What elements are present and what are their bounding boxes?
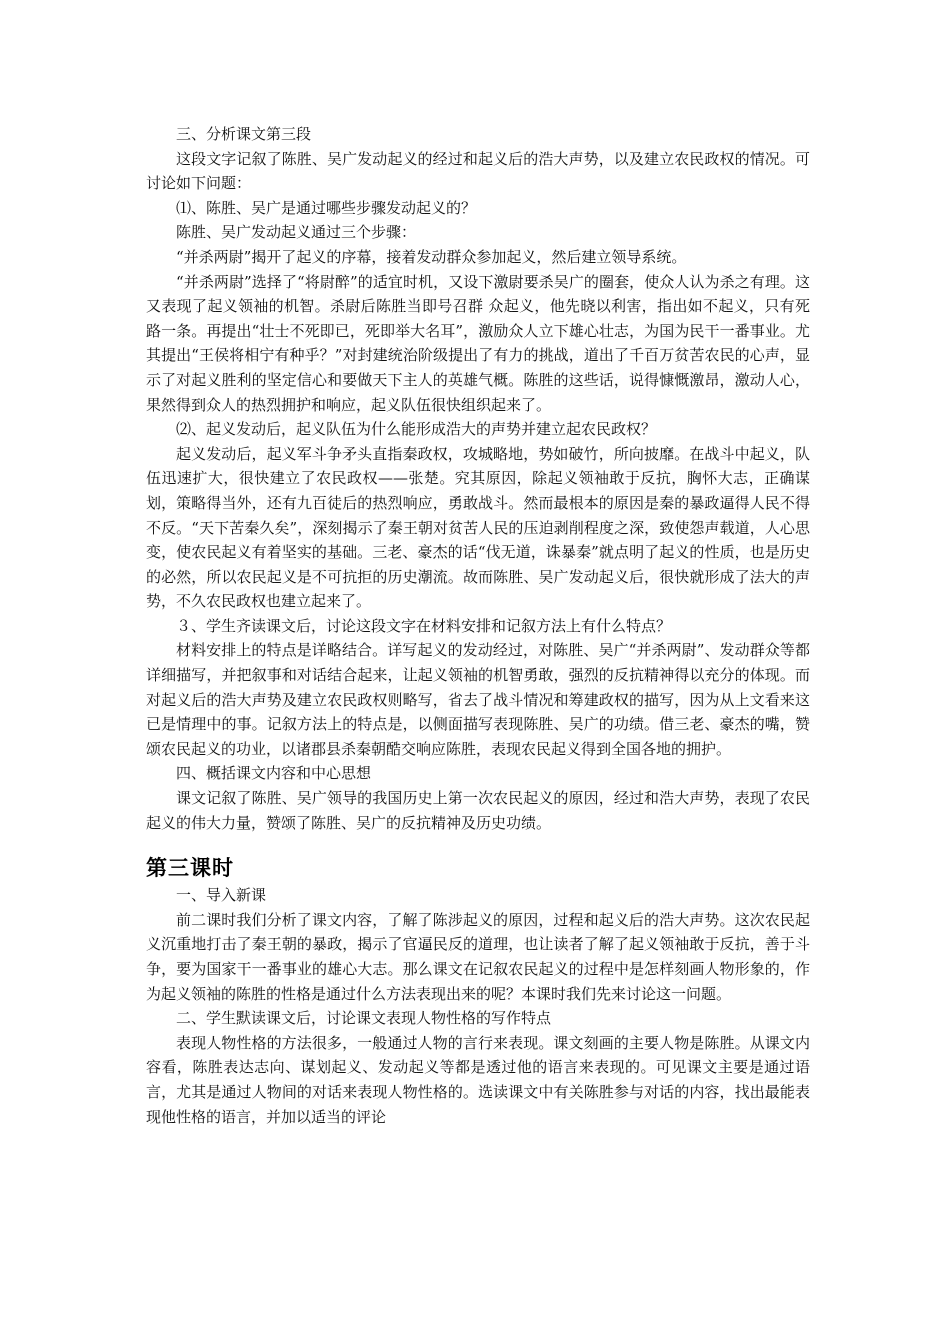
section-heading-3: 三、分析课文第三段 — [176, 125, 312, 143]
paragraph: 前二课时我们分析了课文内容，了解了陈涉起义的原因，过程和起义后的浩大声势。这次农民起义沉重地打击了秦王朝的暴政，揭示了官逼民反的道理，也让读者了解了起义领袖敢于反抗，善于斗争，要为国家干一番事业的雄心大志。那么课文在记叙农民起义的过程中是怎样刻画人物形象的，作为起义领袖的陈胜的性格是通过什么方法表现出来的呢？本课时我们先来讨论这一问题。 — [146, 910, 810, 1003]
question-1: ⑴、陈胜、吴广是通过哪些步骤发动起义的？ — [176, 198, 477, 217]
section-heading-4: 四、概括课文内容和中心思想 — [176, 764, 372, 783]
question-2: ⑵、起义发动后，起义队伍为什么能形成浩大的声势并建立起农民政权？ — [176, 420, 657, 439]
paragraph: 陈胜、吴广发动起义通过三个步骤： — [176, 223, 417, 242]
section-heading-1: 一、导入新课 — [176, 886, 267, 905]
paragraph: 这段文字记叙了陈胜、吴广发动起义的经过和起义后的浩大声势，以及建立农民政权的情况。可讨论如下问题： — [146, 149, 810, 193]
paragraph: “并杀两尉”选择了“将尉醉”的适宜时机，又设下激尉要杀吴广的圈套，使众人认为杀之有理。这又表现了起义领袖的机智。杀尉后陈胜当即号召群 众起义，他先晓以利害，指出如不起义，只有死路一条。再提出“壮士不死即已，死即举大名耳”，激励众人立下雄心壮志，为国为民干一番事业。尤其提出“王侯将相宁有种乎？”对封建统治阶级提出了有力的挑战，道出了千百万贫苦农民的心声，显示了对起义胜利的坚定信心和要做天下主人的英雄气概。陈胜的这些话，说得慷慨激昂，激动人心，果然得到众人的热烈拥护和响应，起义队伍很快组织起来了。 — [146, 272, 810, 414]
paragraph: 课文记叙了陈胜、吴广领导的我国历史上第一次农民起义的原因，经过和浩大声势，表现了农民起义的伟大力量，赞颂了陈胜、吴广的反抗精神及历史功绩。 — [146, 789, 810, 832]
document-page — [146, 122, 810, 1129]
question-3: ３、学生齐读课文后，讨论这段文字在材料安排和记叙方法上有什么特点？ — [176, 616, 672, 635]
paragraph: 表现人物性格的方法很多，一般通过人物的言行来表现。课文刻画的主要人物是陈胜。从课文内容看，陈胜表达志向、谋划起义、发动起义等都是透过他的语言来表现的。可见课文主要是通过语言，尤其是通过人物间的对话来表现人物性格的。选读课文中有关陈胜参与对话的内容，找出最能表现他性格的语言，并加以适当的评论 — [146, 1033, 810, 1126]
paragraph: “并杀两尉”揭开了起义的序幕，接着发动群众参加起义，然后建立领导系统。 — [176, 247, 687, 266]
paragraph: 起义发动后，起义军斗争矛头直指秦政权，攻城略地，势如破竹，所向披靡。在战斗中起义，队伍迅速扩大，很快建立了农民政权——张楚。究其原因，除起义领袖敢于反抗，胸怀大志，正确谋划，策略得当外，还有九百徒后的热烈响应，勇敢战斗。然而最根本的原因是秦的暴政逼得人民不得不反。“天下苦秦久矣”，深刻揭示了秦王朝对贫苦人民的压迫剥削程度之深，致使怨声载道，人心思变，使农民起义有着坚实的基础。三老、豪杰的话“伐无道，诛暴秦”就点明了起义的性质，也是历史的必然，所以农民起义是不可抗拒的历史潮流。故而陈胜、吴广发动起义后，很快就形成了法大的声势，不久农民政权也建立起来了。 — [146, 444, 810, 611]
paragraph: 材料安排上的特点是详略结合。详写起义的发动经过，对陈胜、吴广“并杀两尉”、发动群众等都详细描写，并把叙事和对话结合起来，让起义领袖的机智勇敢，强烈的反抗精神得以充分的体现。而对起义后的浩大声势及建立农民政权则略写，省去了战斗情况和筹建政权的描写，因为从上文看来这已是情理中的事。记叙方法上的特点是，以侧面描写表现陈胜、吴广的功绩。借三老、豪杰的嘴，赞颂农民起义的功业，以诸郡县杀秦朝酷交响应陈胜，表现农民起义得到全国各地的拥护。 — [146, 641, 810, 758]
section-heading-2: 二、学生默读课文后，讨论课文表现人物性格的写作特点 — [176, 1009, 552, 1028]
lesson-heading: 第三课时 — [146, 856, 234, 881]
